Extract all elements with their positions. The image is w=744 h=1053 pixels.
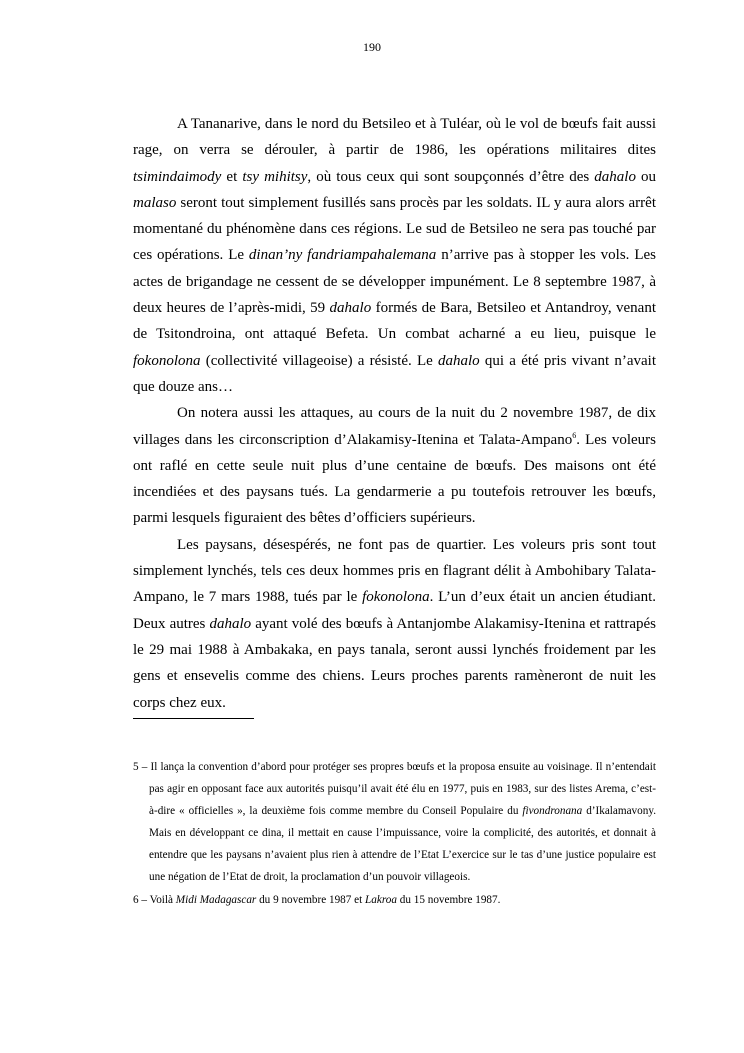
italic-term: Midi Madagascar xyxy=(175,893,257,906)
footnotes xyxy=(133,756,656,911)
text-run: 6 – Voilà xyxy=(133,893,176,906)
italic-term: fokonolona xyxy=(133,352,201,369)
footnote-ref: 6 xyxy=(572,430,577,440)
italic-term: fivondronana xyxy=(522,805,583,818)
text-run: , où tous ceux qui sont soupçonnés d’être des xyxy=(307,168,595,185)
text-run: ayant volé des bœufs à Antanjombe Alakamisy-Itenina et rattrapés le 29 mai 1988 à Ambakaka, en pays tanala, seront aussi lynchés froidement par les gens et ensevelis comme des chiens. Leurs proches parents ramèneront de nuit les corps chez eux. xyxy=(133,615,656,711)
italic-term: dinan’ny fandriampahalemana xyxy=(248,247,437,264)
text-run: d’Ikalamavony. Mais en développant ce dina, il mettait en cause l’impuissance, voire la complicité, des autorités, et donnait à entendre que les paysans n’avaient plus rien à attendre de l’Etat L’exercice sur le tas d’une justice populaire est une négation de l’Etat de droit, la proclamation d’un pouvoir villageois. xyxy=(149,805,656,884)
text-run: . Les voleurs ont raflé en cette seule nuit plus d’une centaine de bœufs. Des maisons ont été incendiées et des paysans tués. La gendarmerie a pu toutefois retrouver les bœufs, parmi lesquels figuraient des bêtes d’officiers supérieurs. xyxy=(133,431,656,527)
text-run: du 15 novembre 1987. xyxy=(396,893,501,906)
text-run: qui a été pris vivant n’avait que douze ans… xyxy=(133,352,656,395)
italic-term: tsy mihitsy xyxy=(242,168,308,185)
italic-term: fokonolona xyxy=(362,589,430,606)
text-run: . L’un d’eux était un ancien étudiant. Deux autres xyxy=(133,589,657,632)
text-run: (collectivité villageoise) a résisté. Le xyxy=(200,352,439,369)
italic-term: dahalo xyxy=(209,615,252,632)
footnote-separator xyxy=(133,718,254,719)
text-run: ou xyxy=(635,168,657,185)
paragraph xyxy=(133,532,656,716)
text-run: du 9 novembre 1987 et xyxy=(256,893,366,906)
text-run: On notera aussi les attaques, au cours de la nuit du 2 novembre 1987, de dix villages dans les circonscription d’Alakamisy-Itenina et Talata-Ampano xyxy=(133,405,656,448)
text-run: 5 – Il lança la convention d’abord pour protéger ses propres bœufs et la proposa ensuite au voisinage. Il n’entendait pas agir en opposant face aux autorités puisqu’il avait été élu en 1977, puis en 1983, sur des listes Arema, c’est-à-dire « officielles », la deuxième fois comme membre du Conseil Populaire du xyxy=(133,761,656,818)
text-run: et xyxy=(221,168,243,185)
text-run: n’arrive pas à stopper les vols. Les actes de brigandage ne cessent de se développer impunément. Le 8 septembre 1987, à deux heures de l’après-midi, 59 xyxy=(133,247,656,317)
italic-term: tsimindaimody xyxy=(133,168,222,185)
page-number: 190 xyxy=(363,40,381,54)
italic-term: dahalo xyxy=(329,300,372,317)
italic-term: Lakroa xyxy=(365,893,397,906)
footnote xyxy=(133,889,656,911)
italic-term: dahalo xyxy=(438,352,480,369)
text-run: A Tananarive, dans le nord du Betsileo et à Tuléar, où le vol de bœufs fait aussi rage, on verra se dérouler, à partir de 1986, les opérations militaires dites xyxy=(133,116,656,159)
text-run: formés de Bara, Betsileo et Antandroy, venant de Tsitondroina, ont attaqué Befeta. Un combat acharné a eu lieu, puisque le xyxy=(133,300,656,343)
footnote xyxy=(133,756,656,889)
italic-term: dahalo xyxy=(594,168,636,185)
body-text xyxy=(133,111,656,716)
italic-term: malaso xyxy=(133,194,177,211)
paragraph xyxy=(133,400,656,531)
text-run: Les paysans, désespérés, ne font pas de quartier. Les voleurs pris sont tout simplement lynchés, tels ces deux hommes pris en flagrant délit à Ambohibary Talata-Ampano, le 7 mars 1988, tués par le xyxy=(133,536,656,606)
paragraph xyxy=(133,111,656,400)
text-run: seront tout simplement fusillés sans procès par les soldats. IL y aura alors arrêt momentané du phénomène dans ces régions. Le sud de Betsileo ne sera pas touché par ces opérations. Le xyxy=(133,194,656,264)
